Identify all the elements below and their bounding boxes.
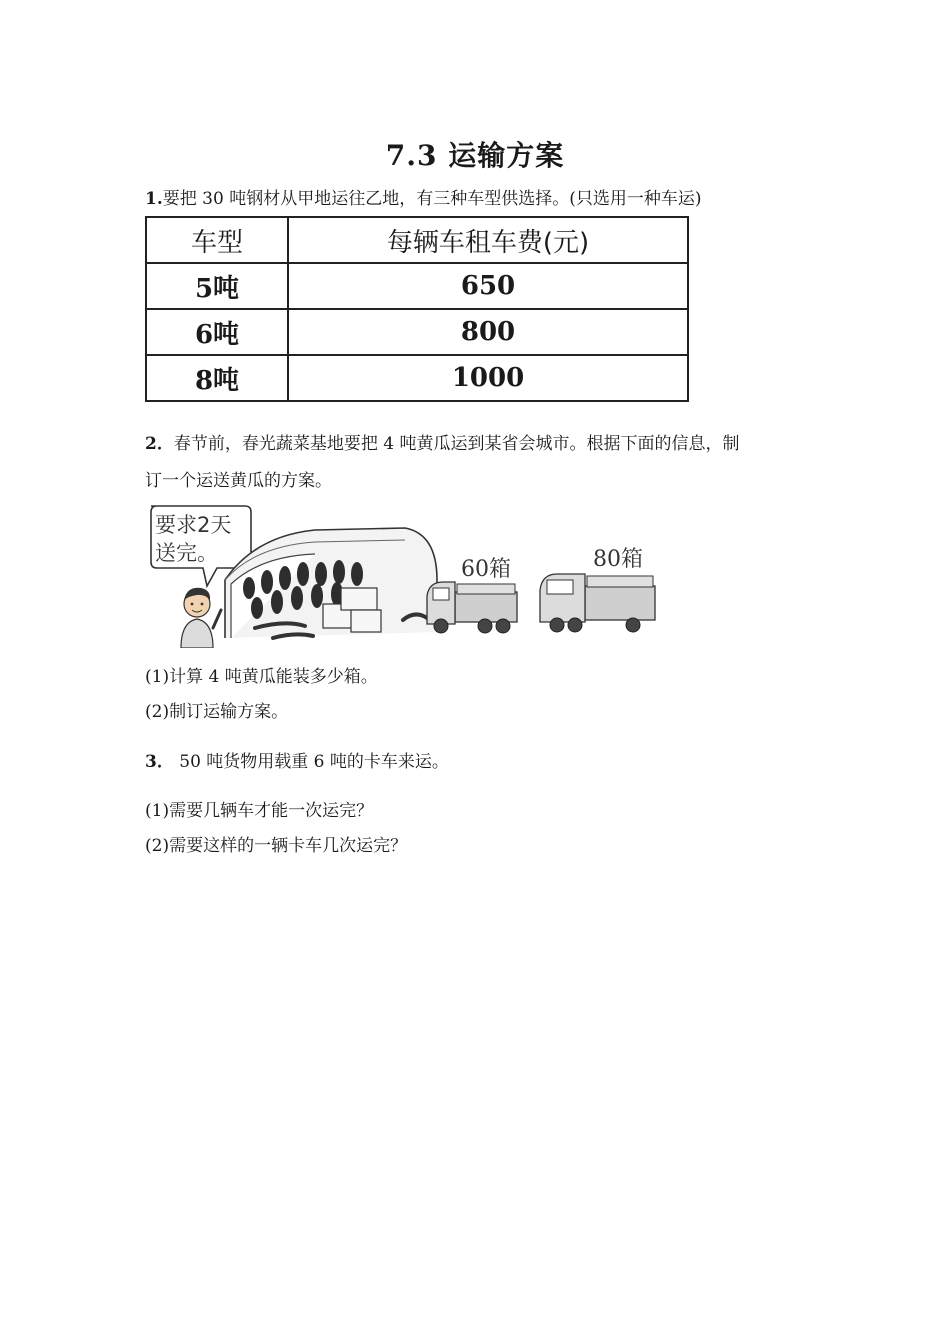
- table-cell: 8吨: [146, 355, 288, 401]
- table-cell: 1000: [288, 355, 688, 401]
- greenhouse: [225, 528, 437, 638]
- question-3-sub-2: (2)需要这样的一辆卡车几次运完？: [145, 836, 408, 856]
- table-row: [146, 355, 688, 401]
- table-header-cell: 每辆车租车费(元): [288, 217, 688, 263]
- table-cell: 800: [288, 309, 688, 355]
- greenhouse-illustration: [145, 500, 665, 648]
- table-cell: 5吨: [146, 263, 288, 309]
- question-2-number: 2．: [145, 434, 174, 454]
- question-3-text: 50 吨货物用载重 6 吨的卡车来运。: [173, 752, 449, 772]
- boy-figure: [181, 588, 221, 648]
- question-3-number: 3．: [145, 752, 174, 772]
- question-3-sub-1: (1)需要几辆车才能一次运完？: [145, 801, 374, 821]
- question-2-text: 春节前，春光蔬菜基地要把 4 吨黄瓜运到某省会城市。根据下面的信息，制: [173, 434, 740, 454]
- question-2-sub-1: (1)计算 4 吨黄瓜能装多少箱。: [145, 667, 378, 687]
- question-2-line-2: 订一个运送黄瓜的方案。: [145, 471, 332, 491]
- truck-60-boxes: [427, 557, 517, 633]
- table-header-row: [146, 217, 688, 263]
- table-header-cell: 车型: [146, 217, 288, 263]
- question-1: [145, 184, 701, 209]
- question-2-sub-2: (2)制订运输方案。: [145, 702, 289, 722]
- table-row: [146, 309, 688, 355]
- bubble-text-line-2: 送完。: [155, 541, 218, 565]
- table-row: [146, 263, 688, 309]
- truck-1-label: 60箱: [461, 557, 511, 582]
- table-cell: 6吨: [146, 309, 288, 355]
- question-1-number: 1.: [145, 189, 163, 209]
- bubble-text-line-1: 要求2天: [155, 513, 232, 537]
- question-2-line-1: [145, 429, 739, 454]
- truck-80-boxes: [540, 547, 655, 632]
- question-3: [145, 747, 449, 772]
- truck-2-label: 80箱: [593, 547, 643, 572]
- page-title: 7.3 运输方案: [385, 139, 565, 172]
- table-cell: 650: [288, 263, 688, 309]
- rental-price-table: [145, 216, 689, 402]
- question-1-text: 要把 30 吨钢材从甲地运往乙地，有三种车型供选择。(只选用一种车运): [162, 189, 702, 209]
